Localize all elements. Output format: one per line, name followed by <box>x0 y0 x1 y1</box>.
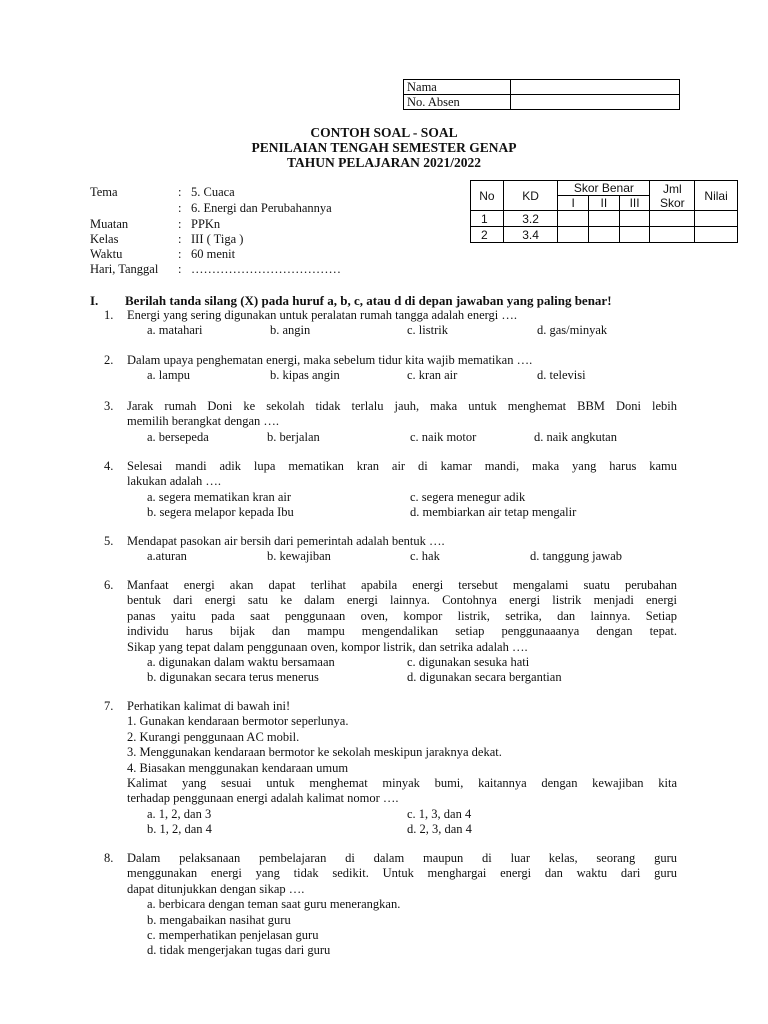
question-number: 8. <box>104 851 114 865</box>
meta-label: Waktu <box>90 247 123 261</box>
section-instruction: Berilah tanda silang (X) pada huruf a, b, c, atau d di depan jawaban yang paling benar! <box>125 293 612 308</box>
question-number: 5. <box>104 534 114 548</box>
score-header-no: No <box>471 181 504 211</box>
option-d[interactable]: d. naik angkutan <box>534 429 617 444</box>
meta-value: 5. Cuaca <box>191 185 235 199</box>
absen-label: No. Absen <box>404 95 511 110</box>
question-text: menggunakan energi yang tidak sedikit. Untuk menghargai energi dan waktu dari guru <box>127 866 677 881</box>
option-d[interactable]: d. tidak mengerjakan tugas dari guru <box>147 943 331 958</box>
question-number: 7. <box>104 699 114 713</box>
identity-table <box>403 79 680 110</box>
question-text: Jarak rumah Doni ke sekolah tidak terlalu jauh, maka untuk menghemat BBM Doni lebih <box>127 399 677 413</box>
score-row: 2 3.4 <box>471 227 738 243</box>
option-a[interactable]: a. segera mematikan kran air <box>147 489 292 504</box>
question-text: Sikap yang tepat dalam penggunaan oven, kompor listrik, dan setrika adalah …. <box>127 639 528 654</box>
section-heading <box>90 293 612 309</box>
option-c[interactable]: c. digunakan sesuka hati <box>407 654 530 669</box>
statement-2: 2. Kurangi penggunaan AC mobil. <box>127 729 300 744</box>
title-line-3: TAHUN PELAJARAN 2021/2022 <box>286 155 481 170</box>
meta-label: Muatan <box>90 217 129 231</box>
question-text: Dalam pelaksanaan pembelajaran di dalam maupun di luar kelas, seorang guru <box>127 851 677 865</box>
question-text: bentuk dari energi satu ke dalam energi lainnya. Contohnya energi listrik menjadi energi <box>127 593 677 608</box>
option-c[interactable]: c. naik motor <box>410 429 477 444</box>
option-a[interactable]: a. bersepeda <box>147 429 209 444</box>
question-6 <box>104 578 697 686</box>
question-number: 1. <box>104 308 114 322</box>
option-b[interactable]: b. digunakan secara terus menerus <box>147 670 319 685</box>
option-b[interactable]: b. 1, 2, dan 4 <box>147 822 212 837</box>
score-header-jml-skor: Jml Skor <box>650 181 695 211</box>
option-b[interactable]: b. mengabaikan nasihat guru <box>147 912 291 927</box>
statement-3: 3. Menggunakan kendaraan bermotor ke sekolah meskipun jaraknya dekat. <box>127 745 502 760</box>
option-a[interactable]: a.aturan <box>147 549 187 564</box>
option-a[interactable]: a. digunakan dalam waktu bersamaan <box>147 654 335 669</box>
score-header-iii: III <box>619 196 650 211</box>
option-c[interactable]: c. hak <box>410 549 440 564</box>
meta-value: III ( Tiga ) <box>191 232 244 246</box>
question-number: 2. <box>104 353 114 367</box>
meta-label: Hari, Tanggal <box>90 262 159 276</box>
question-2 <box>104 353 697 384</box>
question-7 <box>104 699 697 838</box>
option-a[interactable]: a. matahari <box>147 323 203 338</box>
option-a[interactable]: a. lampu <box>147 368 191 383</box>
question-text: lakukan adalah …. <box>127 474 222 489</box>
question-text: Kalimat yang sesuai untuk menghemat minyak bumi, kaitannya dengan kewajiban kita <box>127 775 677 790</box>
score-table <box>470 180 738 243</box>
statement-1: 1. Gunakan kendaraan bermotor seperlunya. <box>127 714 349 729</box>
option-c[interactable]: c. 1, 3, dan 4 <box>407 806 472 821</box>
statement-4: 4. Biasakan menggunakan kendaraan umum <box>127 760 349 775</box>
question-text: Selesai mandi adik lupa mematikan kran air di kamar mandi, maka yang harus kamu <box>127 459 677 473</box>
section-number: I. <box>90 293 99 308</box>
question-text: Manfaat energi akan dapat terlihat apabila energi tersebut mengalami suatu perubahan <box>127 578 677 592</box>
title-line-1: CONTOH SOAL - SOAL <box>310 125 458 140</box>
option-c[interactable]: c. segera menegur adik <box>410 489 526 504</box>
question-text: Mendapat pasokan air bersih dari pemerintah adalah bentuk …. <box>127 534 445 548</box>
question-3 <box>104 399 697 445</box>
score-header-i: I <box>558 196 589 211</box>
score-header-skor-benar: Skor Benar <box>558 181 650 196</box>
option-a[interactable]: a. 1, 2, dan 3 <box>147 806 212 821</box>
option-d[interactable]: d. gas/minyak <box>537 323 608 338</box>
question-text: terhadap penggunaan energi adalah kalimat nomor …. <box>127 791 399 806</box>
option-d[interactable]: d. tanggung jawab <box>530 549 622 564</box>
question-text: individu harus bijak dan mampu mengendalikan setiap penggunaaanya dengan tepat. <box>127 624 677 639</box>
question-text: dapat ditunjukkan dengan sikap …. <box>127 881 305 896</box>
option-b[interactable]: b. kewajiban <box>267 549 331 564</box>
option-c[interactable]: c. kran air <box>407 368 458 383</box>
question-text: panas yaitu pada saat penggunaan oven, kompor listrik, setrika, dan lainnya. Setiap <box>127 608 677 623</box>
option-d[interactable]: d. televisi <box>537 368 586 383</box>
question-number: 3. <box>104 399 114 413</box>
score-header-kd: KD <box>503 181 558 211</box>
meta-label: Tema <box>90 185 118 199</box>
meta-value: 6. Energi dan Perubahannya <box>191 201 332 215</box>
option-b[interactable]: b. segera melapor kepada Ibu <box>147 505 294 520</box>
question-text: Energi yang sering digunakan untuk peralatan rumah tangga adalah energi …. <box>127 308 518 322</box>
option-c[interactable]: c. memperhatikan penjelasan guru <box>147 927 319 942</box>
option-b[interactable]: b. kipas angin <box>270 368 340 383</box>
option-a[interactable]: a. berbicara dengan teman saat guru menerangkan. <box>147 897 401 912</box>
option-c[interactable]: c. listrik <box>407 323 448 338</box>
score-header-ii: II <box>588 196 619 211</box>
name-label: Nama <box>404 80 511 95</box>
question-text: Perhatikan kalimat di bawah ini! <box>127 699 291 713</box>
meta-value: ……………………………… <box>191 262 341 276</box>
absen-field[interactable] <box>511 95 680 110</box>
question-text: Dalam upaya penghematan energi, maka sebelum tidur kita wajib mematikan …. <box>127 353 533 367</box>
question-number: 4. <box>104 459 114 473</box>
option-d[interactable]: d. 2, 3, dan 4 <box>407 822 472 837</box>
question-1 <box>104 308 697 339</box>
question-number: 6. <box>104 578 114 592</box>
question-5 <box>104 534 697 565</box>
option-d[interactable]: d. membiarkan air tetap mengalir <box>410 505 577 520</box>
meta-value: 60 menit <box>191 247 236 261</box>
option-d[interactable]: d. digunakan secara bergantian <box>407 670 562 685</box>
meta-label: Kelas <box>90 232 119 246</box>
score-header-nilai: Nilai <box>695 181 738 211</box>
question-8 <box>104 851 697 959</box>
title-line-2: PENILAIAN TENGAH SEMESTER GENAP <box>251 140 517 155</box>
question-4 <box>104 459 697 521</box>
score-row: 1 3.2 <box>471 211 738 227</box>
option-b[interactable]: b. angin <box>270 323 311 338</box>
name-field[interactable] <box>511 80 680 95</box>
option-b[interactable]: b. berjalan <box>267 429 320 444</box>
question-text: memilih berangkat dengan …. <box>127 414 280 429</box>
meta-value: PPKn <box>191 217 221 231</box>
